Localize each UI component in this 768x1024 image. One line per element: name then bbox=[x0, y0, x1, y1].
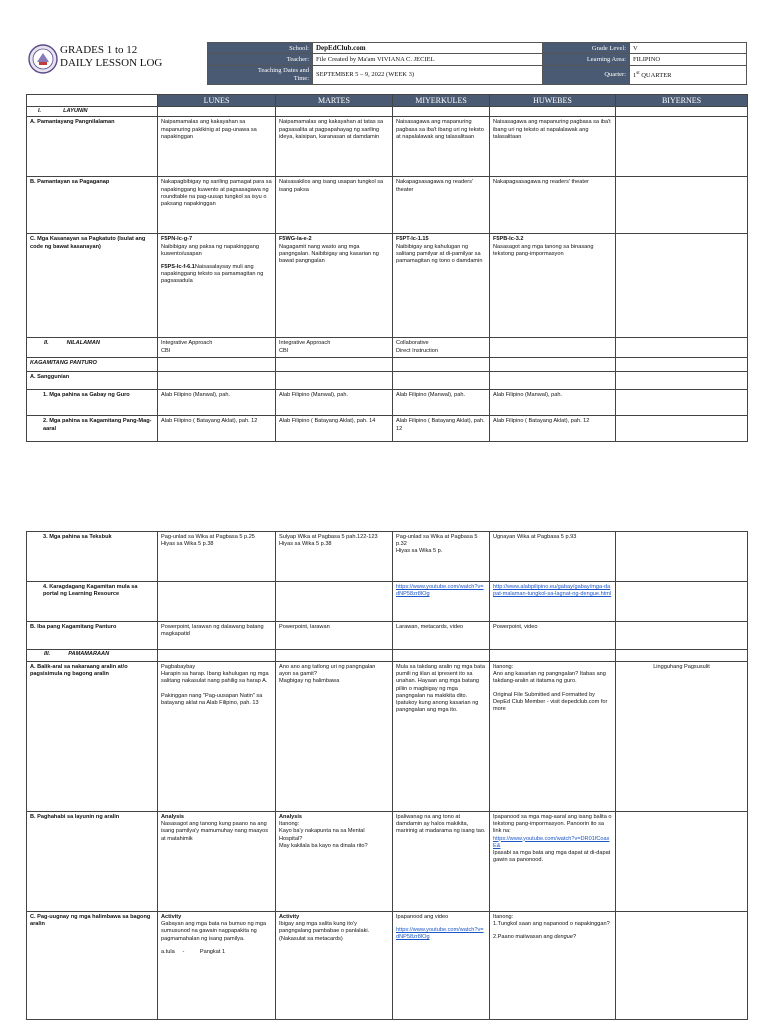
table-cell bbox=[616, 532, 748, 582]
table-cell bbox=[158, 372, 276, 390]
row-label: C. Pag-uugnay ng mga halimbawa sa bagong aralin bbox=[27, 912, 158, 1020]
day-biyernes: BIYERNES bbox=[616, 95, 748, 107]
row-iba-pang-kagamitan bbox=[27, 622, 748, 650]
cell-text: Original File Submitted and Formatted by DepEd Club Member - visit depedclub.com for more bbox=[493, 691, 608, 713]
table-cell bbox=[158, 650, 276, 662]
cell-text: 2.Paano maiiwasan ang bbox=[493, 934, 555, 941]
row-label: B. Pamantayan sa Pagaganap bbox=[27, 177, 158, 234]
table-cell: Ano ano ang tatlong uri ng pangngalan ayon sa gamit? Magbigay ng halimbawa bbox=[276, 662, 393, 812]
row-gabay-guro bbox=[27, 390, 748, 416]
table-cell: Sulyap Wika at Pagbasa 5 pah.122-123 Hiyas sa Wika 5 p.38 bbox=[276, 532, 393, 582]
cell-text: Itanong: Ano ang kasarian ng pangngalan? Itabas ang takdang-aralin at itatama ng guro. bbox=[493, 664, 606, 685]
table-cell bbox=[276, 358, 393, 372]
school-value: DepEdClub.com bbox=[313, 43, 543, 54]
day-martes: MARTES bbox=[276, 95, 393, 107]
row-paghahabi bbox=[27, 812, 748, 912]
table-cell: Nakapagsasagawa ng readers' theater bbox=[393, 177, 490, 234]
row-sanggunian bbox=[27, 372, 748, 390]
competency-text: Naisasalaysay muli ang napakinggang teksto sa pamamagitan ng pagsasadula bbox=[161, 264, 264, 285]
grade-value: V bbox=[630, 43, 747, 54]
table-cell bbox=[490, 372, 616, 390]
cell-text: Nasasagot ang tanong kung paano na ang isang pamilya'y mamumuhay nang maayos at matahimik bbox=[161, 821, 269, 842]
cell-heading: Activity bbox=[161, 914, 182, 920]
day-miyerkules: MIYERKULES bbox=[393, 95, 490, 107]
table-cell bbox=[158, 358, 276, 372]
day-header-blank bbox=[27, 95, 158, 107]
day-huwebes: HUWEBES bbox=[490, 95, 616, 107]
area-label: Learning Area: bbox=[543, 54, 630, 65]
row-label: A. Pamantayang Pangnilalaman bbox=[27, 117, 158, 177]
dates-label-line1: Teaching Dates and bbox=[257, 66, 309, 74]
row-label: C. Mga Kasanayan sa Pagkatuto (Isulat ang code ng bawat kasanayan) bbox=[27, 234, 158, 338]
youtube-link[interactable]: https://www.youtube.com/watch?v=DR01fCoaxE& bbox=[493, 835, 610, 849]
table-cell bbox=[276, 812, 393, 912]
row-kagamitang-mag-aaral bbox=[27, 416, 748, 442]
competency-code: F5PT-Ic-1.15 bbox=[396, 236, 429, 243]
row-pamamaraan bbox=[27, 650, 748, 662]
table-cell: Alab Filipino ( Batayang Aklat), pah. 12 bbox=[393, 416, 490, 442]
alabpilipino-link[interactable]: http://www.alabpilipino.eu/gabay/gabay/mga-dapat-malaman-tungkol-sa-lagnat-ng-dengue.html bbox=[493, 584, 612, 598]
cell-text-italic: dengue bbox=[554, 934, 573, 941]
title-line-2: DAILY LESSON LOG bbox=[60, 57, 163, 69]
row-label: B. Paghahabi sa layunin ng aralin bbox=[27, 812, 158, 912]
cell-text: Ipapanood sa mga mag-aaral ang isang balita o tekstong pang-impormasyon. Panoorin ito sa link na: bbox=[493, 814, 612, 835]
layunin-title bbox=[27, 107, 158, 117]
table-cell: Nakapagbibigay ng sariling pamagat para sa napakinggang kuwento at pagsasagawa ng roundtable na pag-uusap tungkol sa isyu o paksang napakinggan bbox=[158, 177, 276, 234]
cell-text: Gabayan ang mga bata na bumuo ng mga sumusunod na gawain nagpapakita ng pagmamahalan ng isang pamilya. bbox=[161, 921, 267, 942]
competency-code: F5WG-Ia-e-2 bbox=[279, 236, 312, 243]
table-cell: Naipamamalas ang kakayahan at tatas sa pagsasalita at pagpapahayag ng sariling ideya, kaisipan, karanasan at damdamin bbox=[276, 117, 393, 177]
table-cell: Collaborative Direct Instruction bbox=[393, 338, 490, 358]
teacher-value: File Created by Ma'am VIVIANA C. JECIEL bbox=[313, 54, 543, 65]
table-cell bbox=[276, 234, 393, 338]
competency-text: Naibibigay ang paksa ng napakinggang kuwento/usapan bbox=[161, 243, 259, 257]
layunin-cell bbox=[276, 107, 393, 117]
cell-text: Ibigay ang mga salita kung ito'y pangngalang pambabae o panlalaki. (Nakasulat sa metacards) bbox=[279, 921, 370, 942]
dll-title bbox=[60, 44, 162, 70]
table-cell bbox=[490, 358, 616, 372]
row-balik-aral bbox=[27, 662, 748, 812]
competency-code: F5PS-Ic-f-6.1 bbox=[161, 264, 195, 271]
table-cell bbox=[276, 650, 393, 662]
dates-label-line2: Time: bbox=[293, 74, 309, 82]
layunin-cell bbox=[490, 107, 616, 117]
row-karagdagang bbox=[27, 582, 748, 622]
table-cell bbox=[158, 234, 276, 338]
cell-text: Itanong: Kayo ba'y nakapunta na sa Mental Hospital? May kakilala ba kayo na dinala rito? bbox=[279, 821, 368, 849]
layunin-cell bbox=[393, 107, 490, 117]
table-cell: Alab Filipino (Manwal), pah. bbox=[490, 390, 616, 416]
cell-text: a.tula - Pangkat 1 bbox=[161, 948, 226, 955]
row-label: 4. Karagdagang Kagamitan mula sa portal ng Learning Resource bbox=[27, 582, 158, 622]
layunin-roman: I. bbox=[38, 108, 42, 115]
table-cell bbox=[616, 117, 748, 177]
nilalaman-roman: II. bbox=[44, 340, 49, 347]
table-cell bbox=[616, 622, 748, 650]
table-cell bbox=[616, 416, 748, 442]
table-cell: Naisasagawa ang mapanuring pagbasa sa iba't ibang uri ng teksto at napalalawak ang talasalitaan bbox=[490, 117, 616, 177]
dates-value: SEPTEMBER 5 – 9, 2022 (WEEK 3) bbox=[313, 65, 543, 84]
quarter-value bbox=[630, 65, 747, 84]
table-cell: Alab Filipino (Manwal), pah. bbox=[393, 390, 490, 416]
table-cell bbox=[393, 358, 490, 372]
day-lunes: LUNES bbox=[158, 95, 276, 107]
table-cell bbox=[616, 912, 748, 1020]
table-cell: Ugnayan Wika at Pagbasa 5 p.93 bbox=[490, 532, 616, 582]
table-cell: Alab Filipino ( Batayang Aklat), pah. 12 bbox=[158, 416, 276, 442]
table-cell: Larawan, metacards, video bbox=[393, 622, 490, 650]
table-cell bbox=[393, 582, 490, 622]
pamamaraan-title bbox=[27, 650, 158, 662]
row-label: 2. Mga pahina sa Kagamitang Pang-Mag-aaral bbox=[27, 416, 158, 442]
table-cell bbox=[393, 912, 490, 1020]
competency-text: Nasasagot ang mga tanong sa binasang tekstong pang-impormasyon bbox=[493, 243, 594, 257]
table-cell bbox=[276, 912, 393, 1020]
row-kasanayan bbox=[27, 234, 748, 338]
dll-table-page1 bbox=[26, 94, 748, 442]
nilalaman-title bbox=[27, 338, 158, 358]
table-cell: Alab Filipino (Manwal), pah. bbox=[276, 390, 393, 416]
quarter-label: Quarter: bbox=[543, 65, 630, 84]
table-cell bbox=[276, 582, 393, 622]
table-cell bbox=[616, 372, 748, 390]
table-cell bbox=[490, 662, 616, 812]
row-teksbuk bbox=[27, 532, 748, 582]
row-label: B. Iba pang Kagamitang Panturo bbox=[27, 622, 158, 650]
table-cell bbox=[616, 338, 748, 358]
cell-heading: Analysis bbox=[161, 814, 185, 820]
table-cell bbox=[616, 234, 748, 338]
row-pag-uugnay bbox=[27, 912, 748, 1020]
table-cell bbox=[616, 812, 748, 912]
youtube-link[interactable]: https://www.youtube.com/watch?v=dNP58zr8lOg bbox=[396, 584, 484, 598]
row-pagaganap bbox=[27, 177, 748, 234]
pamamaraan-text: PAMAMARAAN bbox=[68, 651, 110, 657]
table-cell: Powerpoint, larawan ng dalawang batang magkapatid bbox=[158, 622, 276, 650]
layunin-cell bbox=[616, 107, 748, 117]
table-cell: Integrative Approach CBI bbox=[158, 338, 276, 358]
table-cell bbox=[393, 650, 490, 662]
table-cell: Alab Filipino ( Batayang Aklat), pah. 14 bbox=[276, 416, 393, 442]
table-cell bbox=[616, 390, 748, 416]
dll-table-page2 bbox=[26, 531, 748, 1020]
row-label: A. Balik-aral sa nakaraang aralin at/o pagsisimula ng bagong aralin bbox=[27, 662, 158, 812]
table-cell: Nakapagsasagawa ng readers' theater bbox=[490, 177, 616, 234]
table-cell: Pag-unlad sa Wika at Pagbasa 5 p.25 Hiyas sa Wika 5 p.38 bbox=[158, 532, 276, 582]
deped-seal-icon bbox=[28, 44, 58, 74]
pamamaraan-roman: III. bbox=[44, 651, 51, 657]
competency-text: Nagagamit nang wasto ang mga pangngalan. Naibibigay ang kasarian ng bawat pangngalan bbox=[279, 243, 379, 265]
row-label: 1. Mga pahina sa Gabay ng Guro bbox=[27, 390, 158, 416]
table-cell bbox=[393, 372, 490, 390]
cell-heading: Analysis bbox=[279, 814, 303, 820]
layunin-cell bbox=[158, 107, 276, 117]
table-cell: Ipaliwanag na ang tono at damdamin ay halos makikita, maririnig at madarama ng isang tao. bbox=[393, 812, 490, 912]
header-info-grid bbox=[207, 42, 747, 85]
table-cell: Naisasakilos ang isang usapan tungkol sa isang paksa bbox=[276, 177, 393, 234]
cell-text: Ipapanood ang video bbox=[396, 914, 449, 920]
school-label: School: bbox=[208, 43, 313, 54]
table-cell bbox=[490, 812, 616, 912]
table-cell: Alab Filipino (Manwal), pah. bbox=[158, 390, 276, 416]
table-cell: Naisasagawa ang mapanuring pagbasa sa iba't ibang uri ng teksto at napalalawak ang talasalitaan bbox=[393, 117, 490, 177]
table-cell: Naipamamalas ang kakayahan sa mapanuring pakikinig at pag-unawa sa napakinggan bbox=[158, 117, 276, 177]
table-cell: Mula sa takdang aralin ng mga bata pumili ng iilan at ipresent ito sa unahan. Hayaan ang mga batang piliin o magbigay ng mga pangngalan na makikita dito. Ipatukoy kung anong kasarian ng pangngalan ang mga ito. bbox=[393, 662, 490, 812]
cell-text: Itanong: 1.Tungkol saan ang napanood o napakinggan? bbox=[493, 914, 610, 928]
row-pangnilalaman bbox=[27, 117, 748, 177]
table-cell bbox=[490, 912, 616, 1020]
day-header-row bbox=[27, 95, 748, 107]
competency-text: Naibibigay ang kahulugan ng salitang pamilyar at di-pamilyar sa pamamagitan ng tono o damdamin bbox=[396, 243, 483, 265]
table-cell bbox=[490, 650, 616, 662]
quarter-num: 1 bbox=[633, 71, 637, 79]
table-cell bbox=[276, 372, 393, 390]
row-nilalaman bbox=[27, 338, 748, 358]
table-cell bbox=[158, 812, 276, 912]
table-cell bbox=[490, 234, 616, 338]
row-label: A. Sanggunian bbox=[27, 372, 158, 390]
table-cell: Powerpoint, larawan bbox=[276, 622, 393, 650]
section-layunin bbox=[27, 107, 748, 117]
youtube-link[interactable]: https://www.youtube.com/watch?v=dNP58zr8lOg bbox=[396, 927, 484, 941]
nilalaman-text: NILALAMAN bbox=[66, 340, 100, 347]
table-cell: Alab Filipino ( Batayang Aklat), pah. 12 bbox=[490, 416, 616, 442]
dates-label bbox=[208, 65, 313, 84]
table-cell bbox=[490, 338, 616, 358]
table-cell bbox=[393, 234, 490, 338]
competency-code: F5PB-Ic-3.2 bbox=[493, 236, 524, 243]
table-cell bbox=[616, 650, 748, 662]
kagamitan-title: KAGAMITANG PANTURO bbox=[27, 358, 158, 372]
quarter-rest: QUARTER bbox=[639, 71, 672, 79]
cell-heading: Activity bbox=[279, 914, 300, 920]
quarter-sup: st bbox=[636, 70, 640, 76]
cell-text: ? bbox=[572, 934, 577, 941]
table-cell: Pagbabaybay Harapin sa harap. Ibang kahulugan ng mga salitang nakasulat nang pahilig sa harap A. Pakinggan nang "Pag-uusapan Natin" sa batayang aklat na Alab Filipino, pah. 13 bbox=[158, 662, 276, 812]
table-cell: Integrative Approach CBI bbox=[276, 338, 393, 358]
competency-code: F5PN-Ic-g-7 bbox=[161, 236, 193, 243]
table-cell: Powerpoint, video bbox=[490, 622, 616, 650]
table-cell: Lingguhang Pagsusulit bbox=[616, 662, 748, 812]
row-kagamitan bbox=[27, 358, 748, 372]
table-cell bbox=[616, 358, 748, 372]
table-cell bbox=[616, 177, 748, 234]
cell-text: Ipasabi sa mga bata ang mga dapat at di-dapat gawin sa panonood. bbox=[493, 850, 611, 864]
table-cell bbox=[490, 582, 616, 622]
table-cell bbox=[158, 912, 276, 1020]
title-line-1: GRADES 1 to 12 bbox=[60, 44, 138, 56]
grade-label: Grade Level: bbox=[543, 43, 630, 54]
area-value: FILIPINO bbox=[630, 54, 747, 65]
table-cell: Pag-unlad sa Wika at Pagbasa 5 p.32 Hiyas sa Wika 5 p. bbox=[393, 532, 490, 582]
layunin-text: LAYUNIN bbox=[63, 108, 88, 115]
table-cell bbox=[616, 582, 748, 622]
teacher-label: Teacher: bbox=[208, 54, 313, 65]
row-label: 3. Mga pahina sa Teksbuk bbox=[27, 532, 158, 582]
table-cell bbox=[158, 582, 276, 622]
